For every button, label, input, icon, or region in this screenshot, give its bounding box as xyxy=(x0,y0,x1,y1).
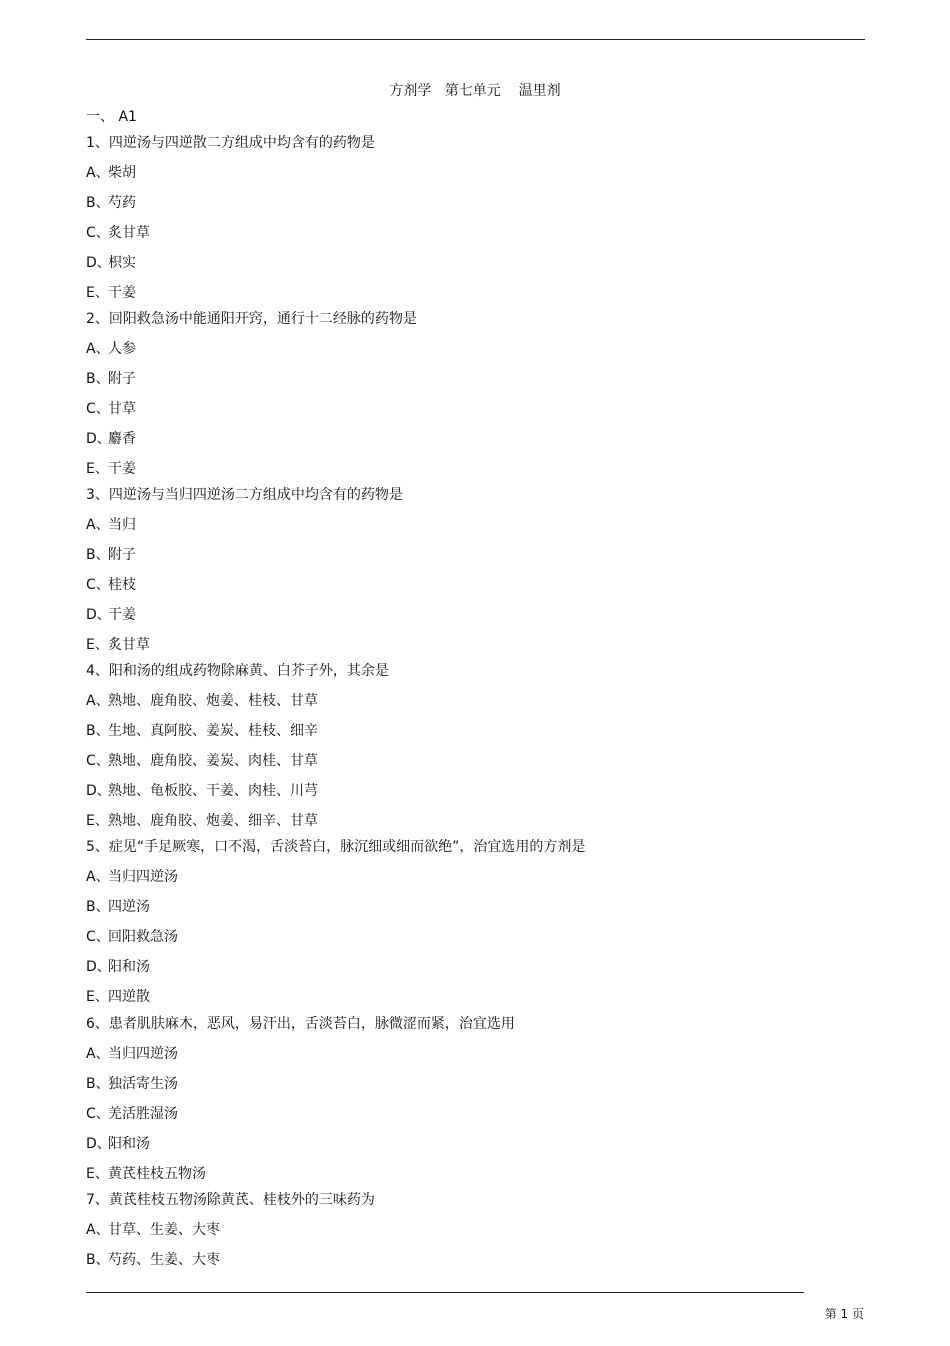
option-text: 甘草 xyxy=(108,401,136,417)
option-text: 当归 xyxy=(108,517,136,533)
option-letter: E、 xyxy=(86,989,109,1005)
answer-option xyxy=(86,957,150,977)
option-text: 熟地、龟板胶、干姜、肉桂、川芎 xyxy=(108,783,318,799)
option-text: 阳和汤 xyxy=(108,959,150,975)
option-letter: B、 xyxy=(86,1252,110,1268)
answer-option xyxy=(86,1134,150,1154)
answer-option xyxy=(86,429,136,449)
option-letter: E、 xyxy=(86,285,109,301)
option-letter: C、 xyxy=(86,401,110,417)
option-letter: C、 xyxy=(86,577,110,593)
option-letter: B、 xyxy=(86,195,110,211)
option-text: 干姜 xyxy=(108,461,136,477)
answer-option xyxy=(86,459,136,479)
section-heading: 一、 A1 xyxy=(86,109,137,125)
answer-option xyxy=(86,253,136,273)
option-letter: D、 xyxy=(86,431,111,447)
option-text: 人参 xyxy=(108,341,136,357)
option-letter: A、 xyxy=(86,869,110,885)
answer-option xyxy=(86,575,136,595)
answer-option xyxy=(86,1164,206,1184)
option-text: 当归四逆汤 xyxy=(108,1046,178,1062)
question-text: 3、四逆汤与当归四逆汤二方组成中均含有的药物是 xyxy=(86,487,403,503)
option-letter: B、 xyxy=(86,1076,110,1092)
question-text: 7、黄芪桂枝五物汤除黄芪、桂枝外的三味药为 xyxy=(86,1192,375,1208)
answer-option xyxy=(86,163,136,183)
answer-option xyxy=(86,1250,220,1270)
page-number: 第 1 页 xyxy=(824,1307,864,1321)
option-text: 熟地、鹿角胶、炮姜、桂枝、甘草 xyxy=(108,693,318,709)
option-letter: C、 xyxy=(86,225,110,241)
answer-option xyxy=(86,369,136,389)
option-letter: B、 xyxy=(86,371,110,387)
option-letter: C、 xyxy=(86,929,110,945)
option-text: 附子 xyxy=(108,547,136,563)
option-letter: A、 xyxy=(86,165,110,181)
option-text: 四逆汤 xyxy=(108,899,150,915)
question-text: 4、阳和汤的组成药物除麻黄、白芥子外，其余是 xyxy=(86,663,389,679)
answer-option xyxy=(86,399,136,419)
answer-option xyxy=(86,781,318,801)
answer-option xyxy=(86,1220,220,1240)
answer-option xyxy=(86,193,136,213)
option-letter: A、 xyxy=(86,1222,110,1238)
option-text: 当归四逆汤 xyxy=(108,869,178,885)
answer-option xyxy=(86,339,136,359)
option-letter: C、 xyxy=(86,1106,110,1122)
answer-option xyxy=(86,223,150,243)
question-text: 5、症见“手足厥寒，口不渴，舌淡苔白，脉沉细或细而欲绝”，治宜选用的方剂是 xyxy=(86,839,586,855)
option-text: 熟地、鹿角胶、炮姜、细辛、甘草 xyxy=(108,813,318,829)
answer-option xyxy=(86,515,136,535)
answer-option xyxy=(86,283,136,303)
answer-option xyxy=(86,751,318,771)
answer-option xyxy=(86,927,178,947)
option-letter: D、 xyxy=(86,607,111,623)
option-text: 柴胡 xyxy=(108,165,136,181)
question-text: 2、回阳救急汤中能通阳开窍，通行十二经脉的药物是 xyxy=(86,311,417,327)
answer-option xyxy=(86,987,150,1007)
answer-option xyxy=(86,1044,178,1064)
option-text: 麝香 xyxy=(108,431,136,447)
option-letter: C、 xyxy=(86,753,110,769)
answer-option xyxy=(86,1074,178,1094)
option-text: 生地、真阿胶、姜炭、桂枝、细辛 xyxy=(108,723,318,739)
option-letter: D、 xyxy=(86,783,111,799)
question-text: 6、患者肌肤麻木，恶风，易汗出，舌淡苔白，脉微涩而紧，治宜选用 xyxy=(86,1016,515,1032)
answer-option xyxy=(86,635,150,655)
option-letter: D、 xyxy=(86,255,111,271)
option-text: 附子 xyxy=(108,371,136,387)
option-text: 芍药 xyxy=(108,195,136,211)
page-title: 方剂学 第七单元 温里剂 xyxy=(389,83,561,99)
option-text: 四逆散 xyxy=(108,989,150,1005)
footer-rule xyxy=(86,1292,804,1293)
option-letter: D、 xyxy=(86,959,111,975)
answer-option xyxy=(86,545,136,565)
option-letter: B、 xyxy=(86,723,110,739)
option-letter: E、 xyxy=(86,1166,109,1182)
option-text: 炙甘草 xyxy=(108,637,150,653)
option-text: 回阳救急汤 xyxy=(108,929,178,945)
option-text: 干姜 xyxy=(108,285,136,301)
option-text: 独活寄生汤 xyxy=(108,1076,178,1092)
option-text: 桂枝 xyxy=(108,577,136,593)
option-letter: B、 xyxy=(86,899,110,915)
option-text: 干姜 xyxy=(108,607,136,623)
option-text: 熟地、鹿角胶、姜炭、肉桂、甘草 xyxy=(108,753,318,769)
option-letter: A、 xyxy=(86,517,110,533)
answer-option xyxy=(86,811,318,831)
answer-option xyxy=(86,867,178,887)
option-letter: A、 xyxy=(86,1046,110,1062)
option-text: 阳和汤 xyxy=(108,1136,150,1152)
option-text: 枳实 xyxy=(108,255,136,271)
option-letter: D、 xyxy=(86,1136,111,1152)
option-letter: A、 xyxy=(86,693,110,709)
option-letter: E、 xyxy=(86,637,109,653)
option-text: 羌活胜湿汤 xyxy=(108,1106,178,1122)
header-rule xyxy=(86,39,865,40)
option-letter: E、 xyxy=(86,461,109,477)
answer-option xyxy=(86,605,136,625)
answer-option xyxy=(86,897,150,917)
question-text: 1、四逆汤与四逆散二方组成中均含有的药物是 xyxy=(86,135,375,151)
option-letter: E、 xyxy=(86,813,109,829)
option-text: 炙甘草 xyxy=(108,225,150,241)
option-text: 甘草、生姜、大枣 xyxy=(108,1222,220,1238)
answer-option xyxy=(86,721,318,741)
option-text: 芍药、生姜、大枣 xyxy=(108,1252,220,1268)
answer-option xyxy=(86,1104,178,1124)
option-letter: A、 xyxy=(86,341,110,357)
option-letter: B、 xyxy=(86,547,110,563)
option-text: 黄芪桂枝五物汤 xyxy=(108,1166,206,1182)
answer-option xyxy=(86,691,318,711)
